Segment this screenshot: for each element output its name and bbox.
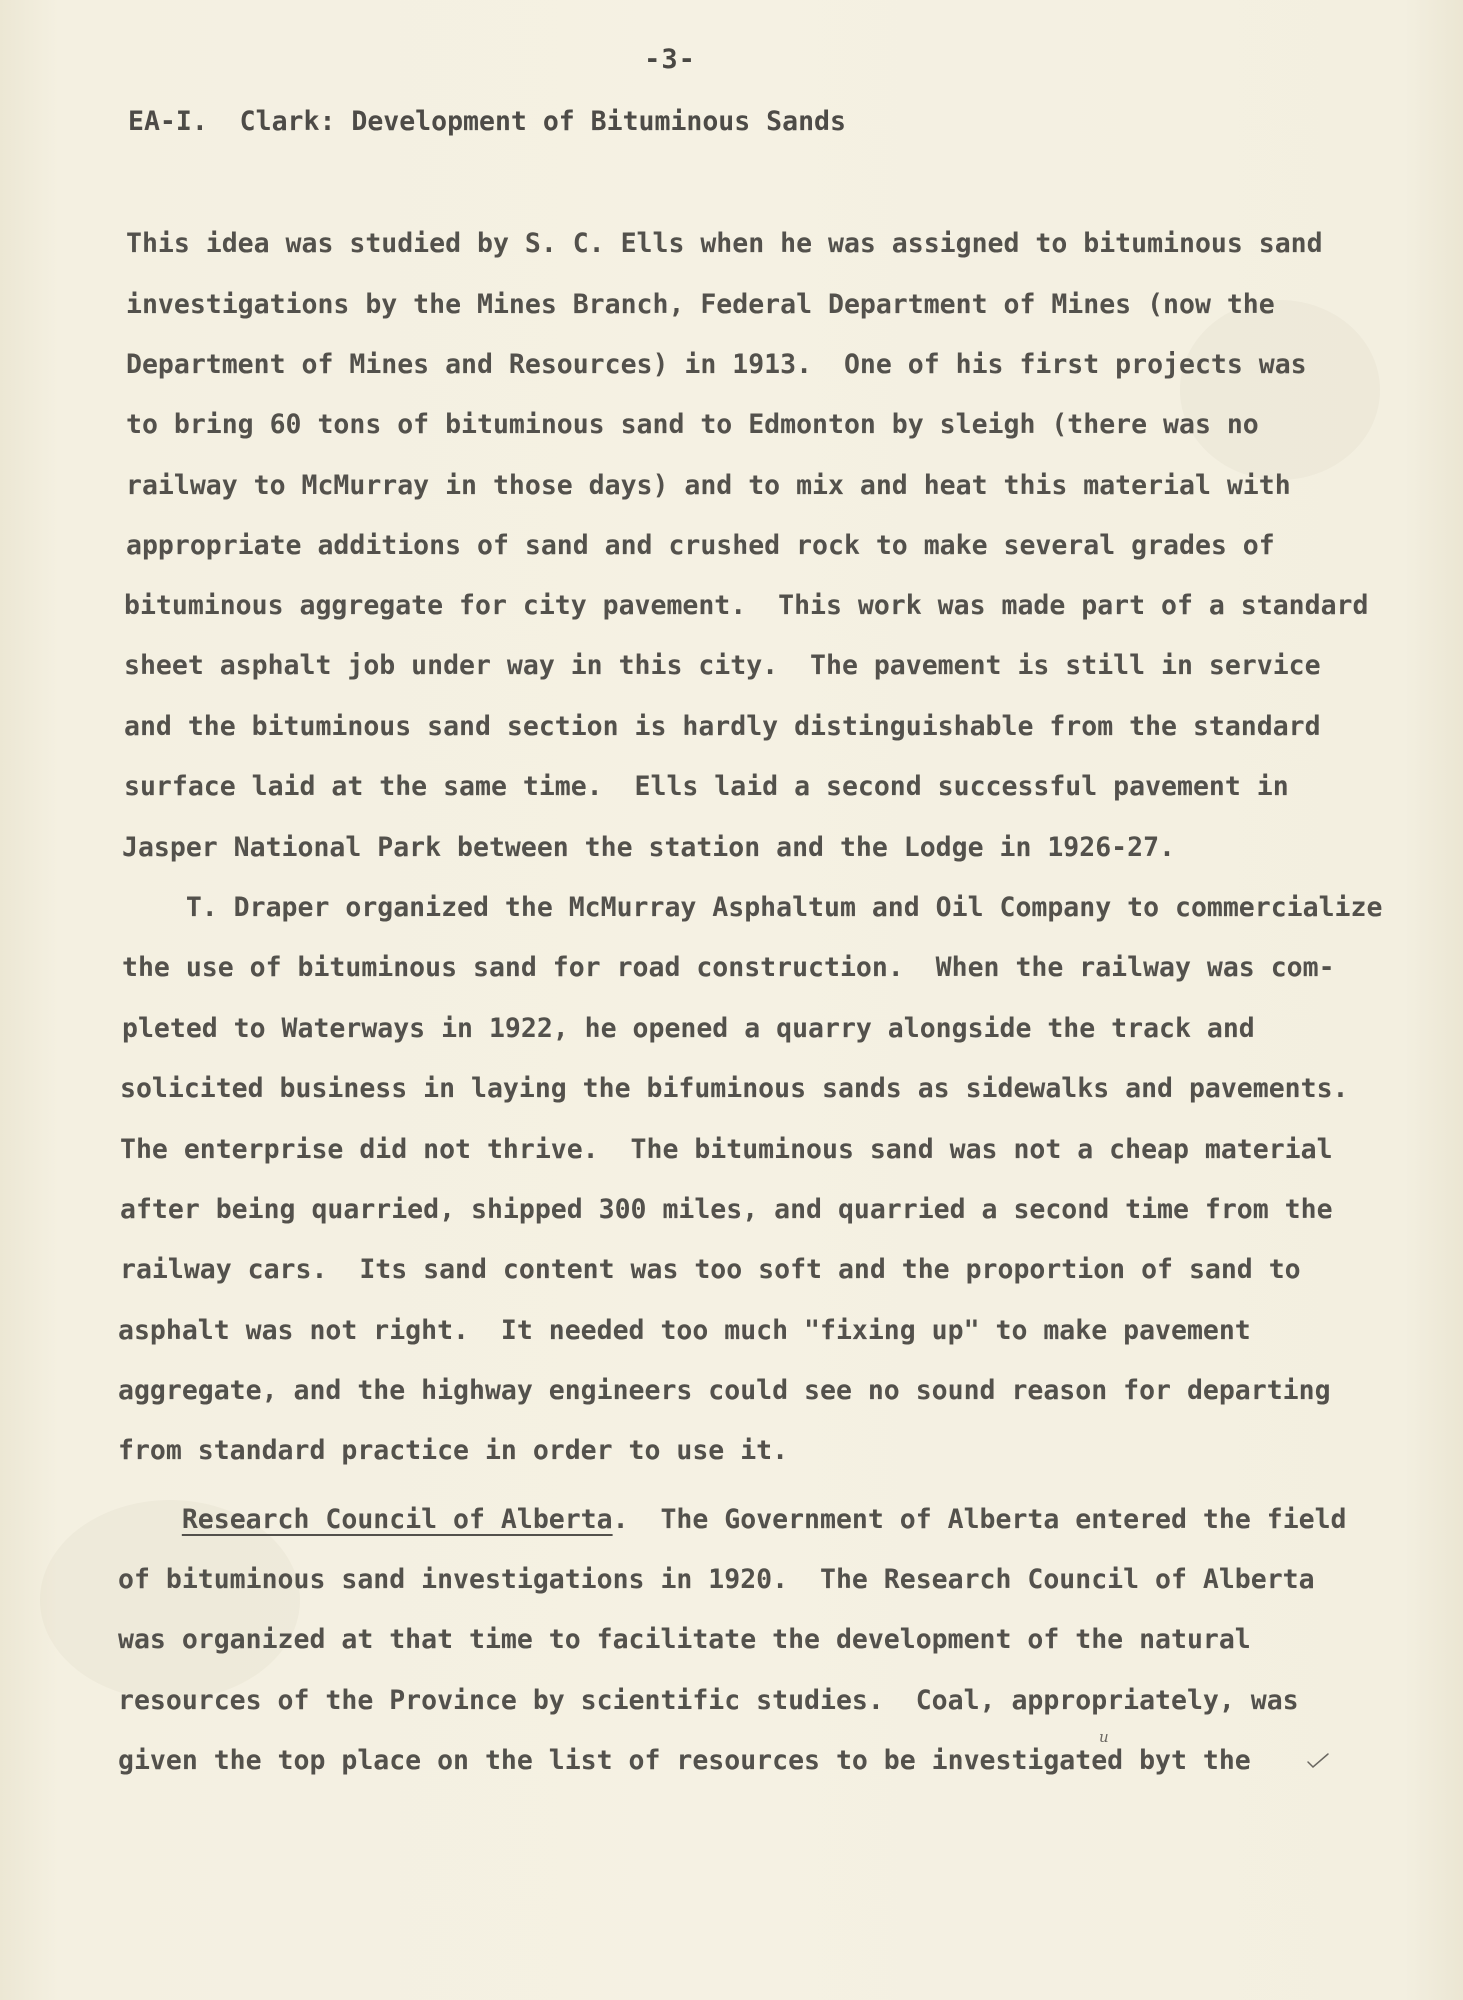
text-line: solicited business in laying the bifuminous sands as sidewalks and pavements. bbox=[120, 1073, 1349, 1104]
text-line: investigations by the Mines Branch, Federal Department of Mines (now the bbox=[126, 289, 1275, 320]
paper-stain bbox=[1180, 300, 1380, 480]
text-line: resources of the Province by scientific studies. Coal, appropriately, was bbox=[118, 1685, 1299, 1716]
text-line: surface laid at the same time. Ells laid a second successful pavement in bbox=[124, 771, 1289, 802]
text-line: This idea was studied by S. C. Ells when he was assigned to bituminous sand bbox=[126, 228, 1323, 259]
text-line: the use of bituminous sand for road construction. When the railway was com- bbox=[122, 952, 1335, 983]
text-line: to bring 60 tons of bituminous sand to Edmonton by sleigh (there was no bbox=[126, 409, 1259, 440]
text-line: bituminous aggregate for city pavement. This work was made part of a standard bbox=[124, 590, 1369, 621]
text-line: appropriate additions of sand and crushed rock to make several grades of bbox=[126, 530, 1275, 561]
text-line: railway to McMurray in those days) and to mix and heat this material with bbox=[126, 470, 1291, 501]
text-line: after being quarried, shipped 300 miles, and quarried a second time from the bbox=[120, 1194, 1333, 1225]
text-line: Department of Mines and Resources) in 1913. One of his first projects was bbox=[126, 349, 1307, 380]
section-heading-line bbox=[118, 1505, 1347, 1535]
text-line: pleted to Waterways in 1922, he opened a quarry alongside the track and bbox=[122, 1013, 1255, 1044]
text-line: Jasper National Park between the station and the Lodge in 1926-27. bbox=[122, 832, 1175, 863]
document-header: EA-I. Clark: Development of Bituminous Sands bbox=[128, 106, 846, 137]
text-line: was organized at that time to facilitate the development of the natural bbox=[118, 1624, 1251, 1655]
handwritten-insert-mark: u bbox=[1099, 1728, 1109, 1746]
text-line: of bituminous sand investigations in 1920. The Research Council of Alberta bbox=[118, 1564, 1315, 1595]
text-line: sheet asphalt job under way in this city. The pavement is still in service bbox=[124, 650, 1321, 681]
text-line: from standard practice in order to use it. bbox=[118, 1435, 789, 1466]
check-mark-icon bbox=[1306, 1748, 1330, 1772]
text-line: The enterprise did not thrive. The bituminous sand was not a cheap material bbox=[120, 1134, 1333, 1165]
section-heading: Research Council of Alberta bbox=[181, 1504, 613, 1535]
text-line: given the top place on the list of resources to be investigated byt the bbox=[118, 1745, 1251, 1776]
text-line: railway cars. Its sand content was too soft and the proportion of sand to bbox=[120, 1254, 1301, 1285]
page-number: -3- bbox=[644, 44, 696, 75]
text-line: aggregate, and the highway engineers could see no sound reason for departing bbox=[118, 1375, 1331, 1406]
text-line: asphalt was not right. It needed too much "fixing up" to make pavement bbox=[118, 1315, 1251, 1346]
text-line: T. Draper organized the McMurray Asphaltum and Oil Company to commercialize bbox=[122, 892, 1383, 923]
section-heading-suffix: . The Government of Alberta entered the field bbox=[612, 1504, 1347, 1535]
text-line: and the bituminous sand section is hardly distinguishable from the standard bbox=[124, 711, 1321, 742]
